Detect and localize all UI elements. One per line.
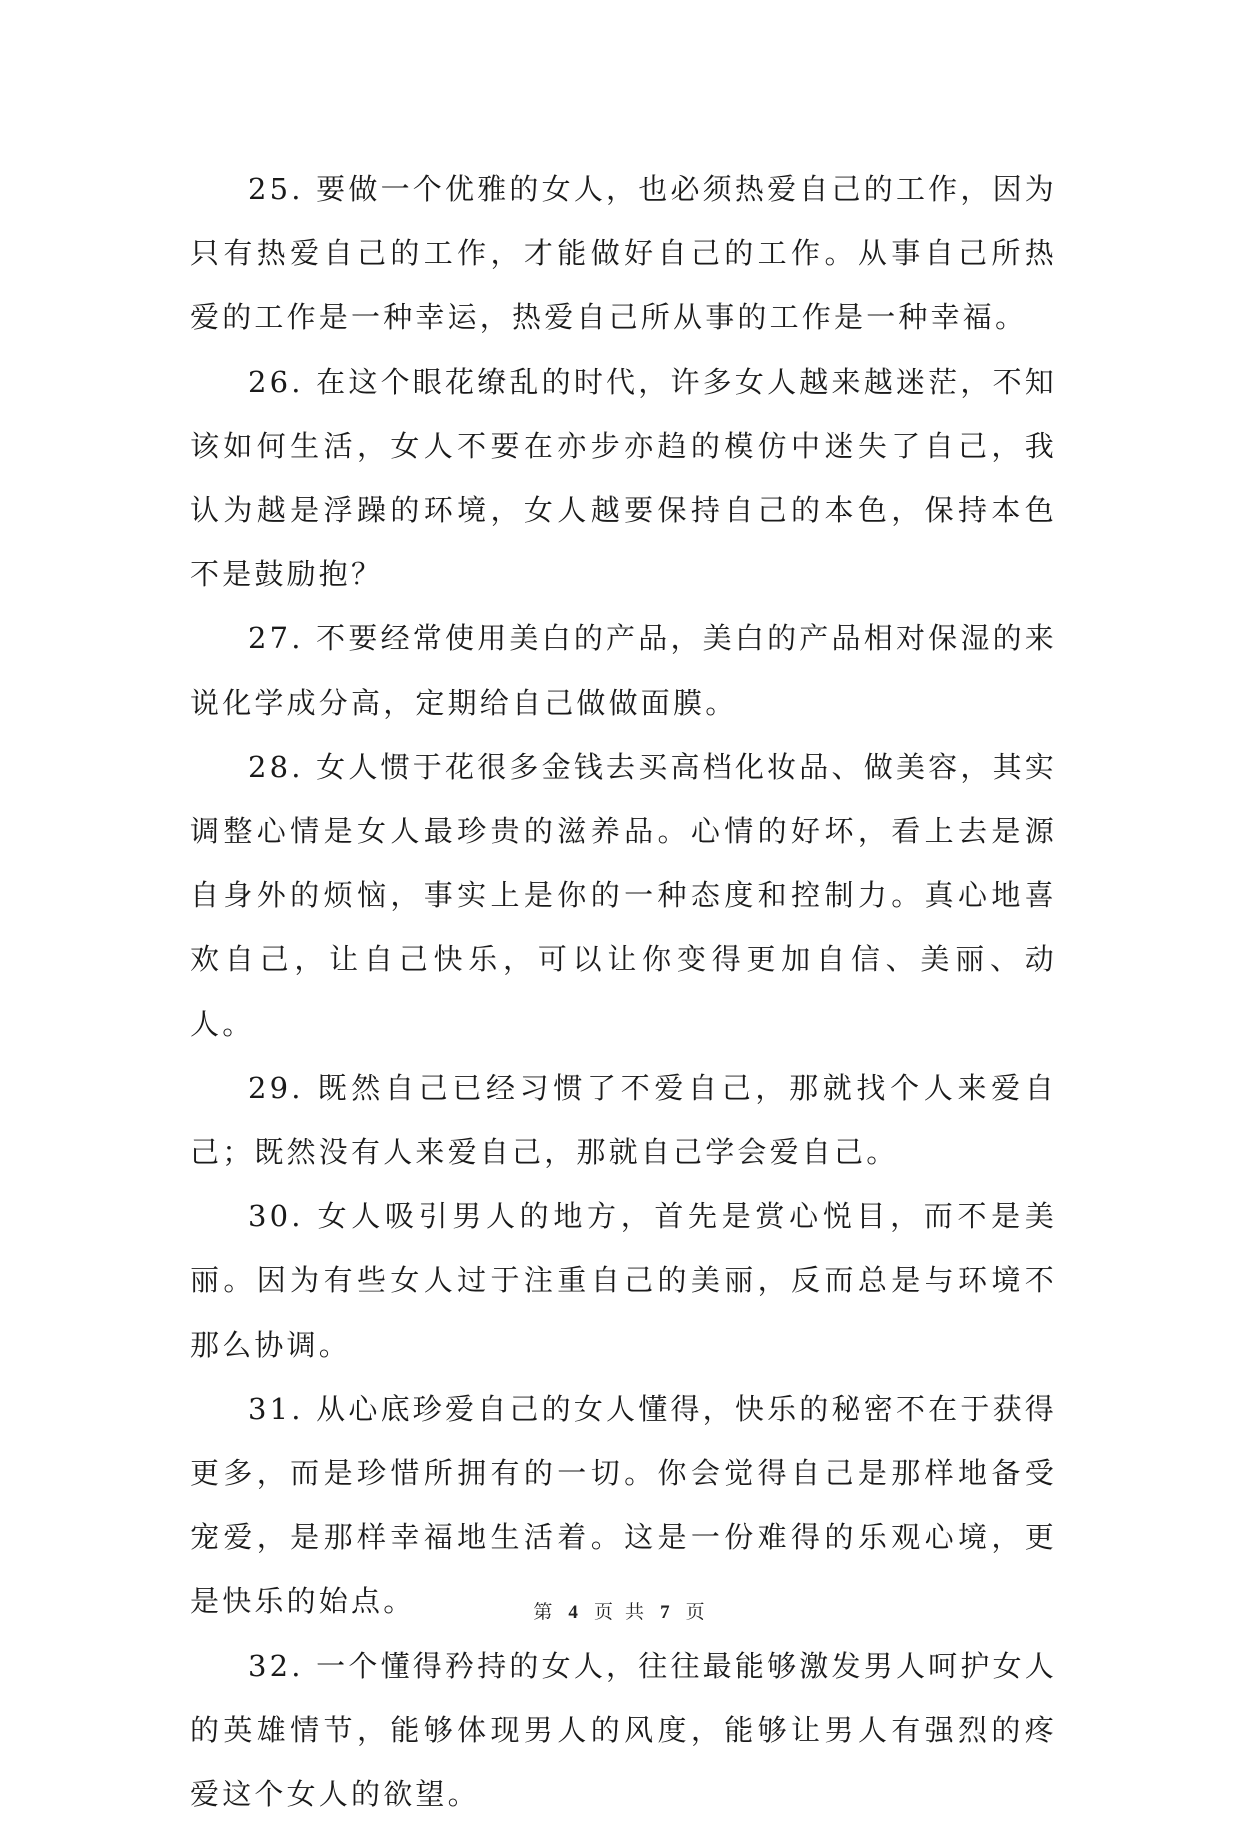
footer-suffix: 页 xyxy=(685,1601,708,1623)
paragraph-28: 28. 女人惯于花很多金钱去买高档化妆品、做美容，其实调整心情是女人最珍贵的滋养品。心情的好坏，看上去是源自身外的烦恼，事实上是你的一种态度和控制力。真心地喜欢自己，让自己快乐，可以让你变得更加自信、美丽、动人。 xyxy=(190,749,1057,1041)
paragraph-27: 27. 不要经常使用美白的产品，美白的产品相对保湿的来说化学成分高，定期给自己做做面膜。 xyxy=(190,621,1057,720)
paragraph-25: 25. 要做一个优雅的女人，也必须热爱自己的工作，因为只有热爱自己的工作，才能做好自己的工作。从事自己所热爱的工作是一种幸运，热爱自己所从事的工作是一种幸福。 xyxy=(190,172,1057,335)
total-page-number: 7 xyxy=(660,1602,673,1623)
page-footer xyxy=(0,1597,1241,1624)
current-page-number: 4 xyxy=(568,1602,581,1623)
paragraph-30: 30. 女人吸引男人的地方，首先是赏心悦目，而不是美丽。因为有些女人过于注重自己的美丽，反而总是与环境不那么协调。 xyxy=(190,1199,1057,1362)
paragraph-32: 32. 一个懂得矜持的女人，往往最能够激发男人呵护女人的英雄情节，能够体现男人的风度，能够让男人有强烈的疼爱这个女人的欲望。 xyxy=(190,1648,1057,1812)
footer-middle: 页 共 xyxy=(593,1601,648,1623)
footer-prefix: 第 xyxy=(533,1601,556,1623)
page-content xyxy=(190,157,1057,1826)
paragraph-31: 31. 从心底珍爱自己的女人懂得，快乐的秘密不在于获得更多，而是珍惜所拥有的一切。你会觉得自己是那样地备受宠爱，是那样幸福地生活着。这是一份难得的乐观心境，更是快乐的始点。 xyxy=(190,1391,1057,1619)
paragraph-29: 29. 既然自己已经习惯了不爱自己，那就找个人来爱自己；既然没有人来爱自己，那就自己学会爱自己。 xyxy=(190,1070,1057,1170)
paragraph-26: 26. 在这个眼花缭乱的时代，许多女人越来越迷茫，不知该如何生活，女人不要在亦步亦趋的模仿中迷失了自己，我认为越是浮躁的环境，女人越要保持自己的本色，保持本色不是鼓励抱？ xyxy=(190,364,1057,592)
